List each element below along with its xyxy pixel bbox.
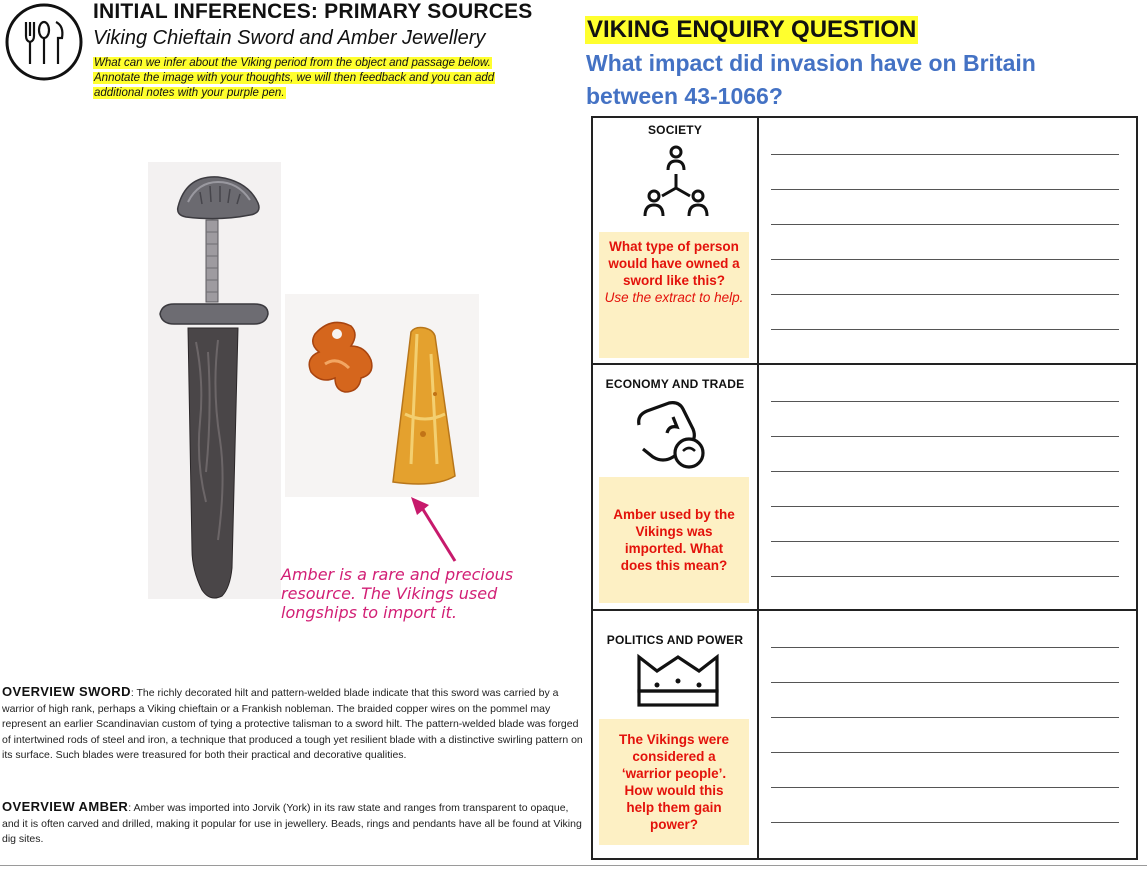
amber-annotation: Amber is a rare and precious resource. The Vikings used longships to import it. — [281, 565, 514, 622]
section-left-cell — [593, 118, 759, 363]
cutlery-icon — [4, 2, 84, 82]
answer-lines — [771, 365, 1119, 609]
arrow-icon — [405, 495, 465, 565]
section-prompt — [599, 477, 749, 603]
section-prompt — [599, 232, 749, 358]
prompt-text: Amber used by the Vikings was imported. What does this mean? — [613, 507, 735, 573]
section-title: ECONOMY AND TRADE — [605, 377, 745, 391]
enquiry-question: What impact did invasion have on Britain between 43-1066? — [586, 50, 1036, 109]
answer-line[interactable] — [771, 787, 1119, 788]
answer-lines — [771, 611, 1119, 858]
instructions-line: additional notes with your purple pen. — [94, 87, 285, 99]
answer-line[interactable] — [771, 682, 1119, 683]
page-divider — [0, 865, 1147, 866]
crown-icon — [635, 653, 721, 709]
prompt-hint: Use the extract to help. — [604, 290, 744, 305]
answer-line[interactable] — [771, 154, 1119, 155]
answer-line[interactable] — [771, 822, 1119, 823]
answer-line[interactable] — [771, 401, 1119, 402]
section-politics — [593, 611, 1136, 858]
section-left-cell — [593, 365, 759, 609]
amber-jewellery-image — [285, 294, 479, 497]
overview-sword — [2, 684, 587, 764]
page-subtitle: Viking Chieftain Sword and Amber Jewellery — [93, 27, 486, 49]
overview-amber — [2, 799, 587, 848]
answer-line[interactable] — [771, 224, 1119, 225]
section-economy — [593, 365, 1136, 611]
prompt-text: The Vikings were considered a ‘warrior people’. How would this help them gain power? — [618, 732, 730, 832]
page-title: INITIAL INFERENCES: PRIMARY SOURCES — [93, 0, 533, 23]
overview-amber-text: : Amber was imported into Jorvik (York) in its raw state and ranges from transparent to opaque, and it is often carved and drilled, making it popular for use in jewellery. Beads, rings and pendants have all be found at Viking dig sites. — [2, 802, 582, 845]
instructions — [93, 56, 563, 101]
answer-line[interactable] — [771, 294, 1119, 295]
section-title: POLITICS AND POWER — [606, 633, 744, 647]
section-title: SOCIETY — [647, 123, 703, 137]
instructions-line: What can we infer about the Viking period from the object and passage below. — [94, 57, 491, 69]
answer-line[interactable] — [771, 189, 1119, 190]
section-society — [593, 118, 1136, 365]
sword-image — [148, 162, 281, 599]
enquiry-label: VIKING ENQUIRY QUESTION — [587, 16, 917, 43]
answer-line[interactable] — [771, 576, 1119, 577]
answer-line[interactable] — [771, 647, 1119, 648]
instructions-line: Annotate the image with your thoughts, we will then feedback and you can add — [94, 72, 495, 84]
section-prompt — [599, 719, 749, 845]
enquiry-grid — [591, 116, 1138, 860]
answer-line[interactable] — [771, 506, 1119, 507]
answer-lines — [771, 118, 1119, 363]
answer-line[interactable] — [771, 541, 1119, 542]
hand-coin-icon — [633, 399, 713, 475]
overview-sword-text: : The richly decorated hilt and pattern-welded blade indicate that this sword was carried by a warrior of high rank, perhaps a Viking chieftain or a Frankish nobleman. The braided copper wires on the pommel may represent an earlier Scandinavian custom of tying a protective talisman to a sword hilt. The pattern-welded blade was forged of intertwined rods of steel and iron, a technique that produced a tough yet resilient blade with a distinctive swirling pattern on its surface. Such blades were treasured for both their practical and decorative qualities. — [2, 687, 583, 761]
section-left-cell — [593, 611, 759, 858]
answer-line[interactable] — [771, 329, 1119, 330]
prompt-text: What type of person would have owned a sword like this? — [608, 239, 740, 288]
answer-line[interactable] — [771, 752, 1119, 753]
answer-line[interactable] — [771, 259, 1119, 260]
overview-amber-label: OVERVIEW AMBER — [2, 799, 129, 814]
answer-line[interactable] — [771, 471, 1119, 472]
answer-line[interactable] — [771, 436, 1119, 437]
people-network-icon — [639, 144, 713, 218]
overview-sword-label: OVERVIEW SWORD — [2, 684, 131, 699]
answer-line[interactable] — [771, 717, 1119, 718]
